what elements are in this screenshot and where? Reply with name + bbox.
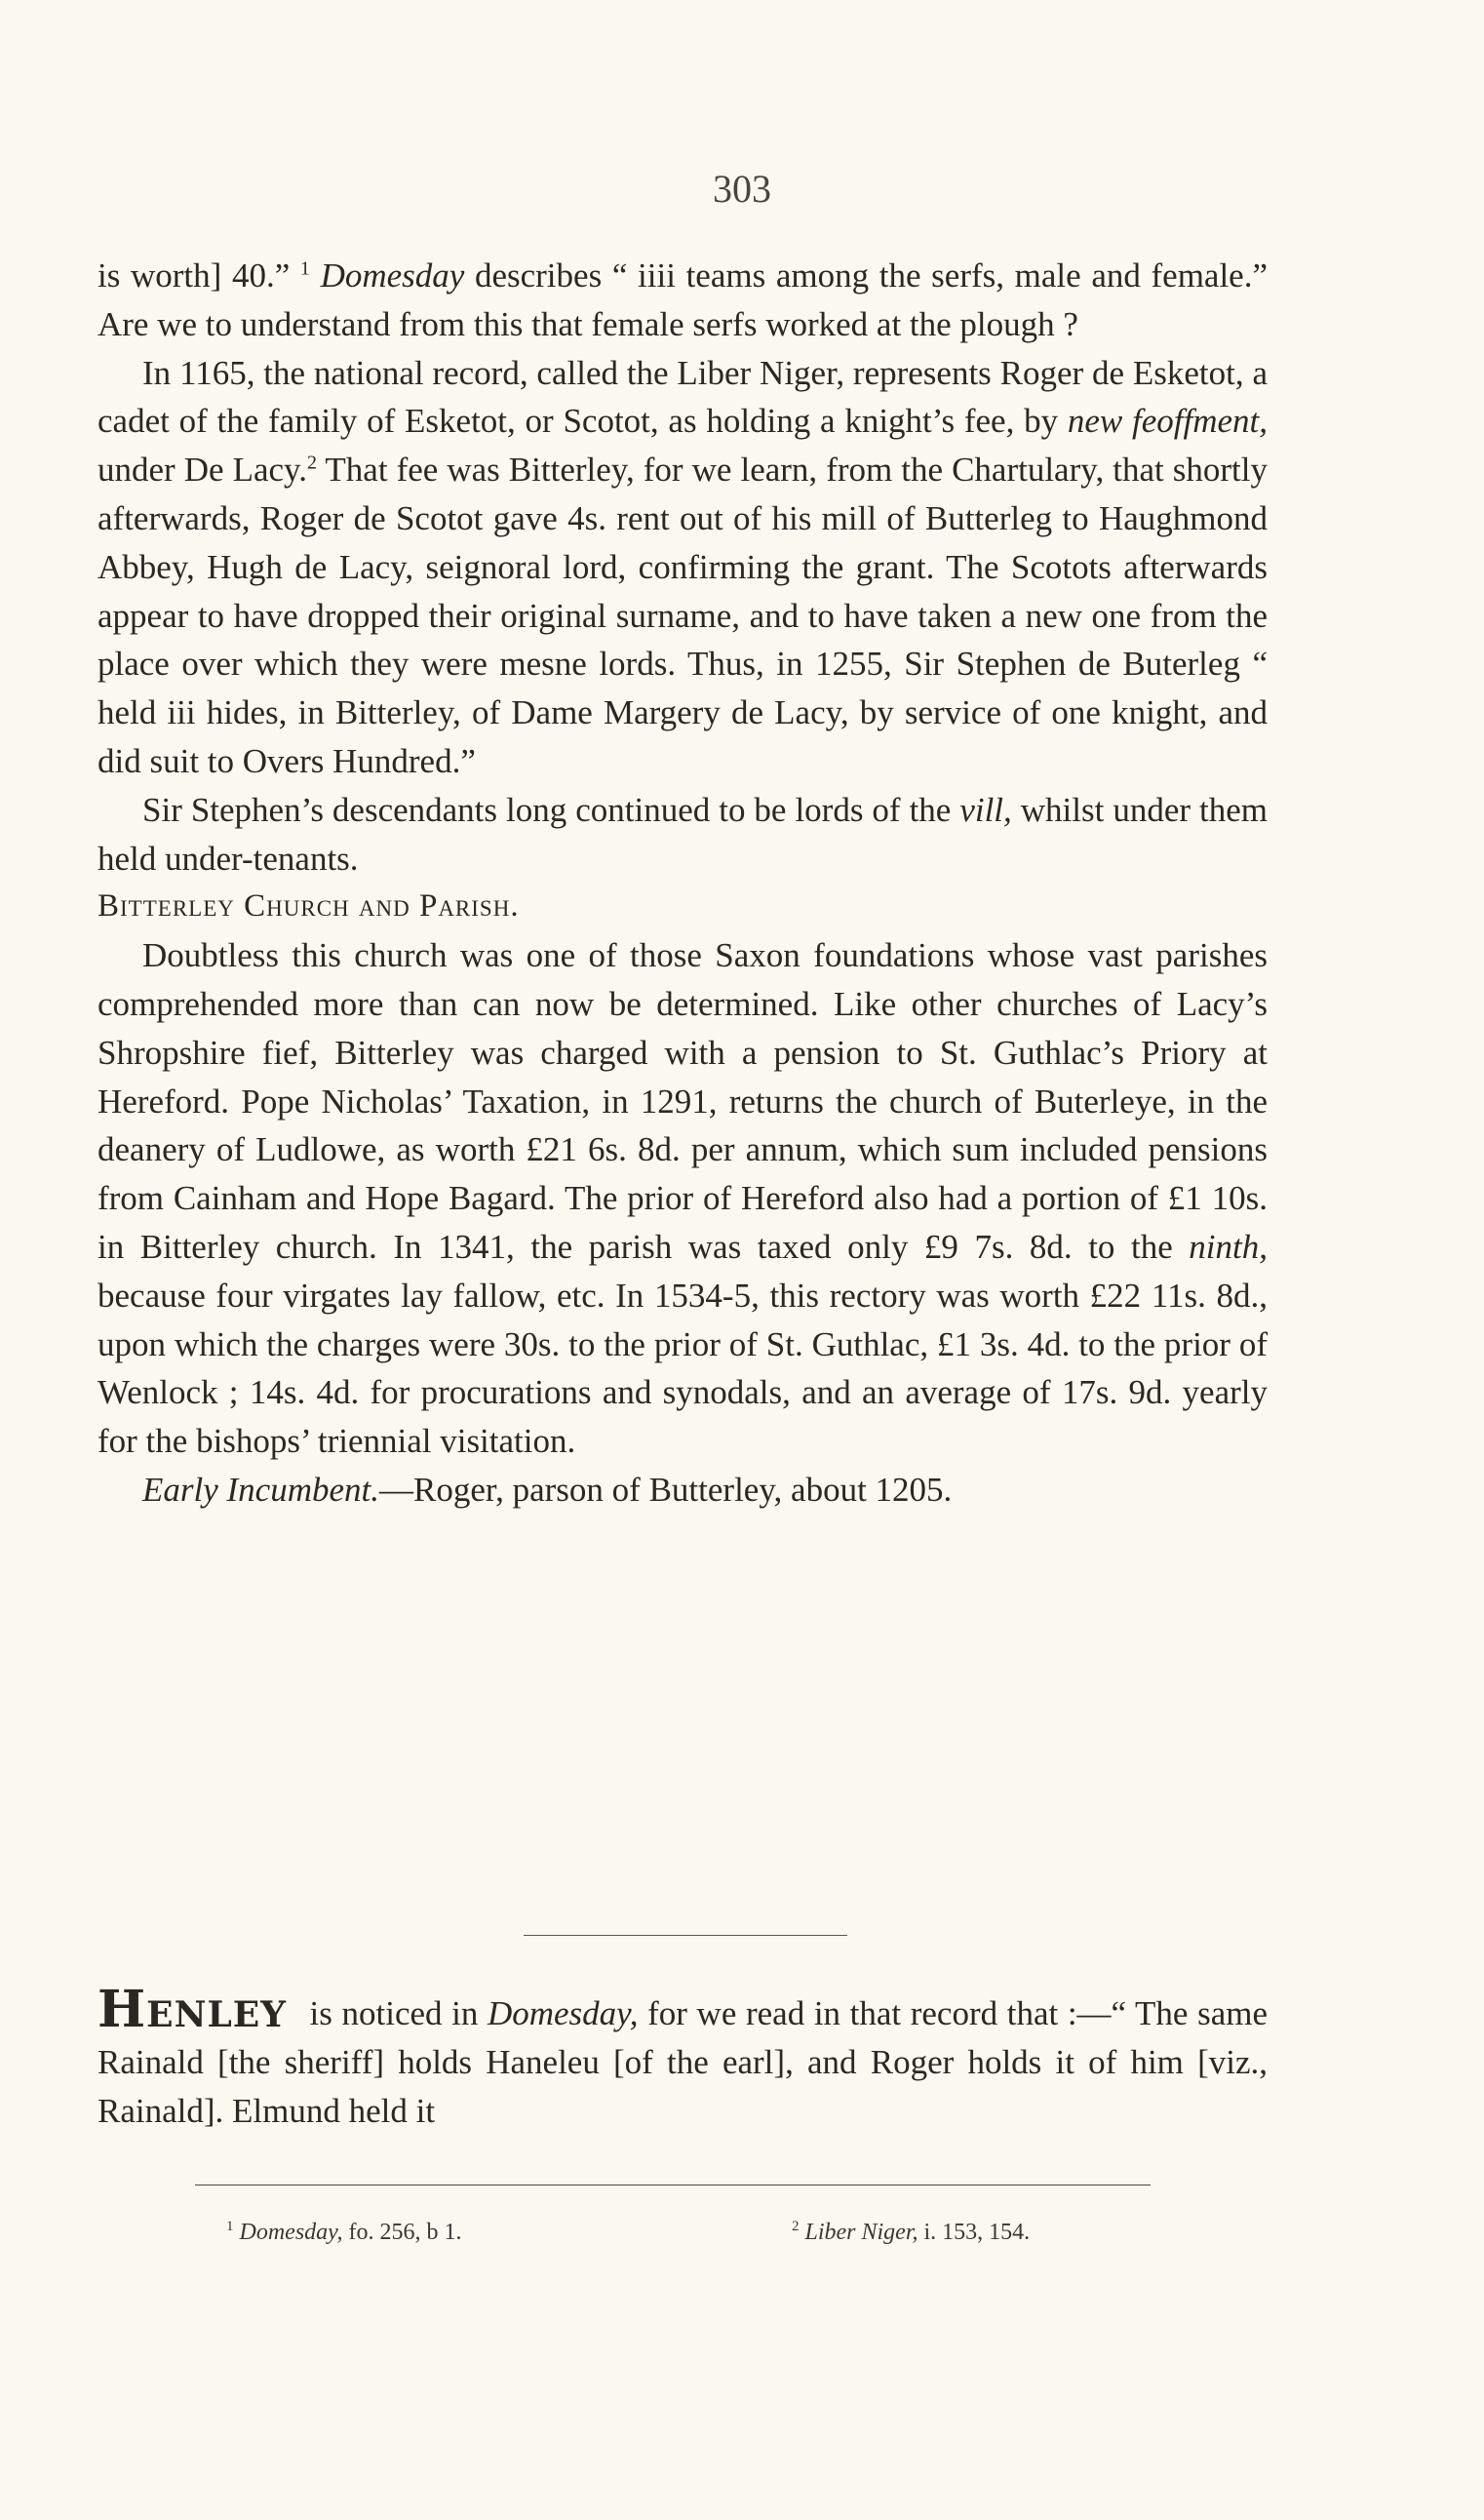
italic-run: ninth, (1189, 1227, 1268, 1266)
text-run: whilst under them held under-tenants. (98, 790, 1268, 878)
paragraph-5 (98, 1466, 1268, 1515)
text-run: Doubtless this church was one of those Saxon foundations whose vast parishes comprehended more than can now be determined. Like other churches of Lacy’s Shropshire fief, Bitterley was charged with a pension to St. Guthlac’s Priory at Hereford. Pope Nicholas’ Taxation, in 1291, returns the church of Buterleye, in the deanery of Ludlowe, as worth £21 6s. 8d. per annum, which sum included pensions from Cainham and Hope Bagard. The prior of Hereford also had a portion of £1 10s. in Bitterley church. In 1341, the parish was taxed only £9 7s. 8d. to the (98, 936, 1268, 1266)
text-run: is noticed in (299, 1994, 488, 2032)
text-run: That fee was Bitterley, for we learn, from the Chartulary, that shortly afterwards, Roger de Scotot gave 4s. rent out of his mill of Butterleg to Haughmond Abbey, Hugh de Lacy, seignoral lord, confirming the grant. The Scotots afterwards appear to have dropped their original surname, and to have taken a new one from the place over which they were mesne lords. Thus, in 1255, Sir Stephen de Buterleg “ held iii hides, in Bitterley, of Dame Margery de Lacy, by service of one knight, and did suit to Overs Hundred.” (98, 451, 1268, 780)
text-run: —Roger, parson of Butterley, about 1205. (378, 1470, 953, 1509)
footnote-ref-1: 1 (299, 257, 310, 280)
text-run: is worth] 40.” (98, 256, 291, 295)
text-run: Sir Stephen’s descendants long continued to be lords of the (142, 790, 960, 829)
heading-text: Bitterley Church and Parish. (98, 888, 520, 925)
footnote-source: Liber Niger, (804, 2220, 918, 2245)
footnote-number: 2 (792, 2219, 800, 2234)
italic-run: Domesday, (487, 1994, 639, 2032)
section-heading (98, 883, 1268, 931)
drop-cap-word: Henley (98, 1980, 287, 2039)
footnote-source: Domesday, (239, 2220, 343, 2245)
paragraph-6 (98, 1980, 1268, 2136)
paragraph-3 (98, 786, 1268, 884)
page-number: 303 (713, 167, 771, 211)
text-run: under De Lacy. (98, 451, 307, 490)
footnote-1 (226, 2220, 461, 2246)
text-run: because four virgates lay fallow, etc. In 1534-5, this rectory was worth £22 11s. 8d., upon which the charges were 30s. to the prior of St. Guthlac, £1 3s. 4d. to the prior of Wenlock ; 14s. 4d. for procurations and synodals, and an average of 17s. 9d. yearly for the bishops’ triennial visitation. (98, 1276, 1268, 1461)
italic-run: Early Incumbent. (142, 1470, 379, 1509)
text-run: describes “ iiii teams among the serfs, male and female.” Are we to understand from this that female serfs worked at the plough ? (98, 256, 1269, 343)
italic-run: Domesday (320, 256, 465, 295)
section-divider (524, 1935, 847, 1936)
footnote-text: i. 153, 154. (918, 2220, 1031, 2245)
paragraph-1 (98, 252, 1268, 349)
italic-run: new feoffment, (1067, 402, 1268, 441)
footnote-ref-2: 2 (307, 452, 317, 474)
text-run: In 1165, the national record, called the Liber Niger, represents Roger de Esketot, a cadet of the family of Esketot, or Scotot, as holding a knight’s fee, by (98, 353, 1268, 441)
paragraph-2 (98, 349, 1268, 786)
paragraph-4 (98, 931, 1268, 1466)
italic-run: vill, (959, 790, 1012, 829)
footnote-2 (792, 2220, 1030, 2246)
footnote-text: fo. 256, b 1. (342, 2220, 462, 2245)
main-text (98, 252, 1268, 1515)
footnote-number: 1 (226, 2219, 234, 2234)
text-run: for we read in that record that :—“ The same Rainald [the sheriff] holds Haneleu [of the earl], and Roger holds it of him [viz., Rainald]. Elmund held it (98, 1994, 1268, 2130)
